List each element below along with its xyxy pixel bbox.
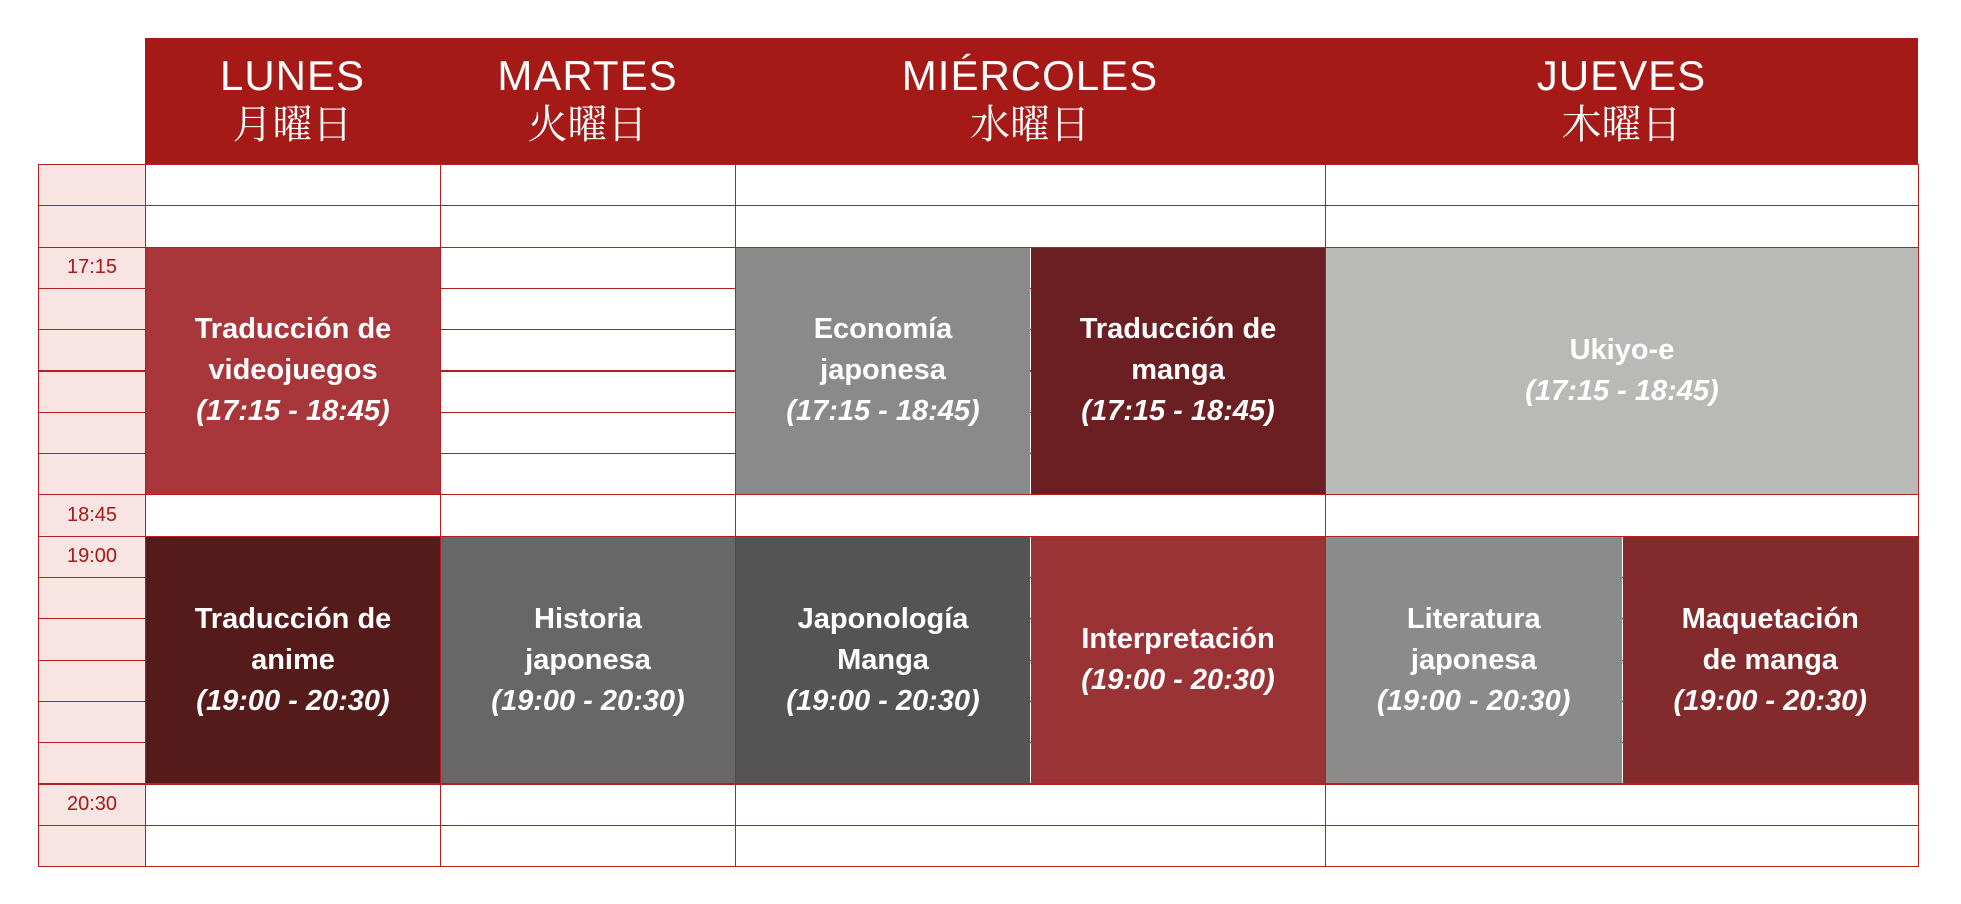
- empty-slot: [735, 205, 1326, 247]
- time-cell: [38, 742, 146, 784]
- class-title: japonesa: [1410, 643, 1537, 676]
- class-block: [1326, 248, 1918, 495]
- empty-slot: [735, 784, 1326, 826]
- time-cell: [38, 288, 146, 330]
- empty-slot: [440, 164, 736, 206]
- time-cell: [38, 371, 146, 413]
- day-name: MARTES: [497, 52, 678, 99]
- time-cell: [38, 329, 146, 371]
- time-cell: [38, 164, 146, 206]
- class-title: anime: [251, 643, 335, 676]
- day-header-2: [735, 38, 1325, 164]
- time-cell: 20:30: [38, 784, 146, 826]
- class-title: japonesa: [525, 643, 651, 676]
- class-title: Traducción de: [194, 313, 392, 346]
- class-title: de manga: [1702, 643, 1838, 676]
- time-cell: [38, 660, 146, 702]
- class-time: (19:00 - 20:30): [196, 684, 390, 717]
- class-block: [1031, 537, 1325, 784]
- class-title: Ukiyo-e: [1569, 333, 1675, 366]
- class-title: Traducción de: [1079, 313, 1277, 346]
- empty-slot: [1325, 164, 1919, 206]
- empty-slot: [440, 329, 736, 371]
- empty-slot: [145, 784, 441, 826]
- class-time: (17:15 - 18:45): [196, 395, 390, 428]
- class-time: (17:15 - 18:45): [786, 395, 980, 428]
- time-cell: [38, 205, 146, 247]
- class-title: Manga: [837, 643, 929, 676]
- day-header-0: [145, 38, 440, 164]
- class-block: [1326, 537, 1622, 784]
- class-block: [1031, 248, 1325, 495]
- empty-slot: [440, 825, 736, 867]
- class-block: [1623, 537, 1919, 784]
- empty-slot: [735, 494, 1326, 536]
- empty-slot: [145, 825, 441, 867]
- empty-slot: [440, 494, 736, 536]
- day-name-japanese: 月曜日: [232, 102, 353, 148]
- day-name-japanese: 木曜日: [1561, 102, 1682, 148]
- class-title: manga: [1131, 354, 1225, 387]
- time-cell: 17:15: [38, 247, 146, 289]
- class-time: (19:00 - 20:30): [1081, 664, 1275, 697]
- day-header-3: [1325, 38, 1918, 164]
- empty-slot: [145, 164, 441, 206]
- time-cell: 19:00: [38, 536, 146, 578]
- class-title: Literatura: [1406, 602, 1541, 635]
- class-title: Historia: [534, 602, 642, 635]
- day-name: MIÉRCOLES: [901, 52, 1159, 99]
- time-cell: [38, 412, 146, 454]
- empty-slot: [735, 164, 1326, 206]
- class-time: (19:00 - 20:30): [1673, 684, 1867, 717]
- class-title: Traducción de: [194, 602, 392, 635]
- empty-slot: [440, 288, 736, 330]
- class-time: (17:15 - 18:45): [1525, 374, 1719, 407]
- class-block: [146, 248, 440, 495]
- class-time: (19:00 - 20:30): [491, 684, 685, 717]
- empty-slot: [735, 825, 1326, 867]
- day-name: JUEVES: [1536, 52, 1707, 99]
- empty-slot: [440, 453, 736, 495]
- class-block: [146, 537, 440, 784]
- empty-slot: [1325, 784, 1919, 826]
- day-name-japanese: 水曜日: [970, 102, 1090, 148]
- empty-slot: [1325, 205, 1919, 247]
- empty-slot: [1325, 825, 1919, 867]
- class-title: Japonología: [797, 602, 969, 635]
- class-time: (19:00 - 20:30): [786, 684, 980, 717]
- class-block: [736, 537, 1030, 784]
- class-title: Interpretación: [1081, 623, 1275, 656]
- empty-slot: [1325, 494, 1919, 536]
- class-title: videojuegos: [208, 354, 378, 387]
- class-block: [736, 248, 1030, 495]
- class-title: japonesa: [820, 354, 946, 387]
- day-name: LUNES: [219, 52, 366, 99]
- time-cell: [38, 618, 146, 660]
- day-name-japanese: 火曜日: [527, 102, 648, 148]
- empty-slot: [440, 247, 736, 289]
- time-cell: [38, 825, 146, 867]
- empty-slot: [145, 494, 441, 536]
- class-title: Economía: [813, 313, 953, 346]
- empty-slot: [440, 784, 736, 826]
- class-block: [441, 537, 735, 784]
- time-cell: [38, 701, 146, 743]
- empty-slot: [145, 205, 441, 247]
- empty-slot: [440, 205, 736, 247]
- class-time: (19:00 - 20:30): [1377, 684, 1571, 717]
- time-cell: [38, 453, 146, 495]
- class-title: Maquetación: [1681, 602, 1859, 635]
- day-header-1: [440, 38, 735, 164]
- empty-slot: [440, 412, 736, 454]
- time-cell: [38, 577, 146, 619]
- empty-slot: [440, 371, 736, 413]
- time-cell: 18:45: [38, 494, 146, 536]
- class-time: (17:15 - 18:45): [1081, 395, 1275, 428]
